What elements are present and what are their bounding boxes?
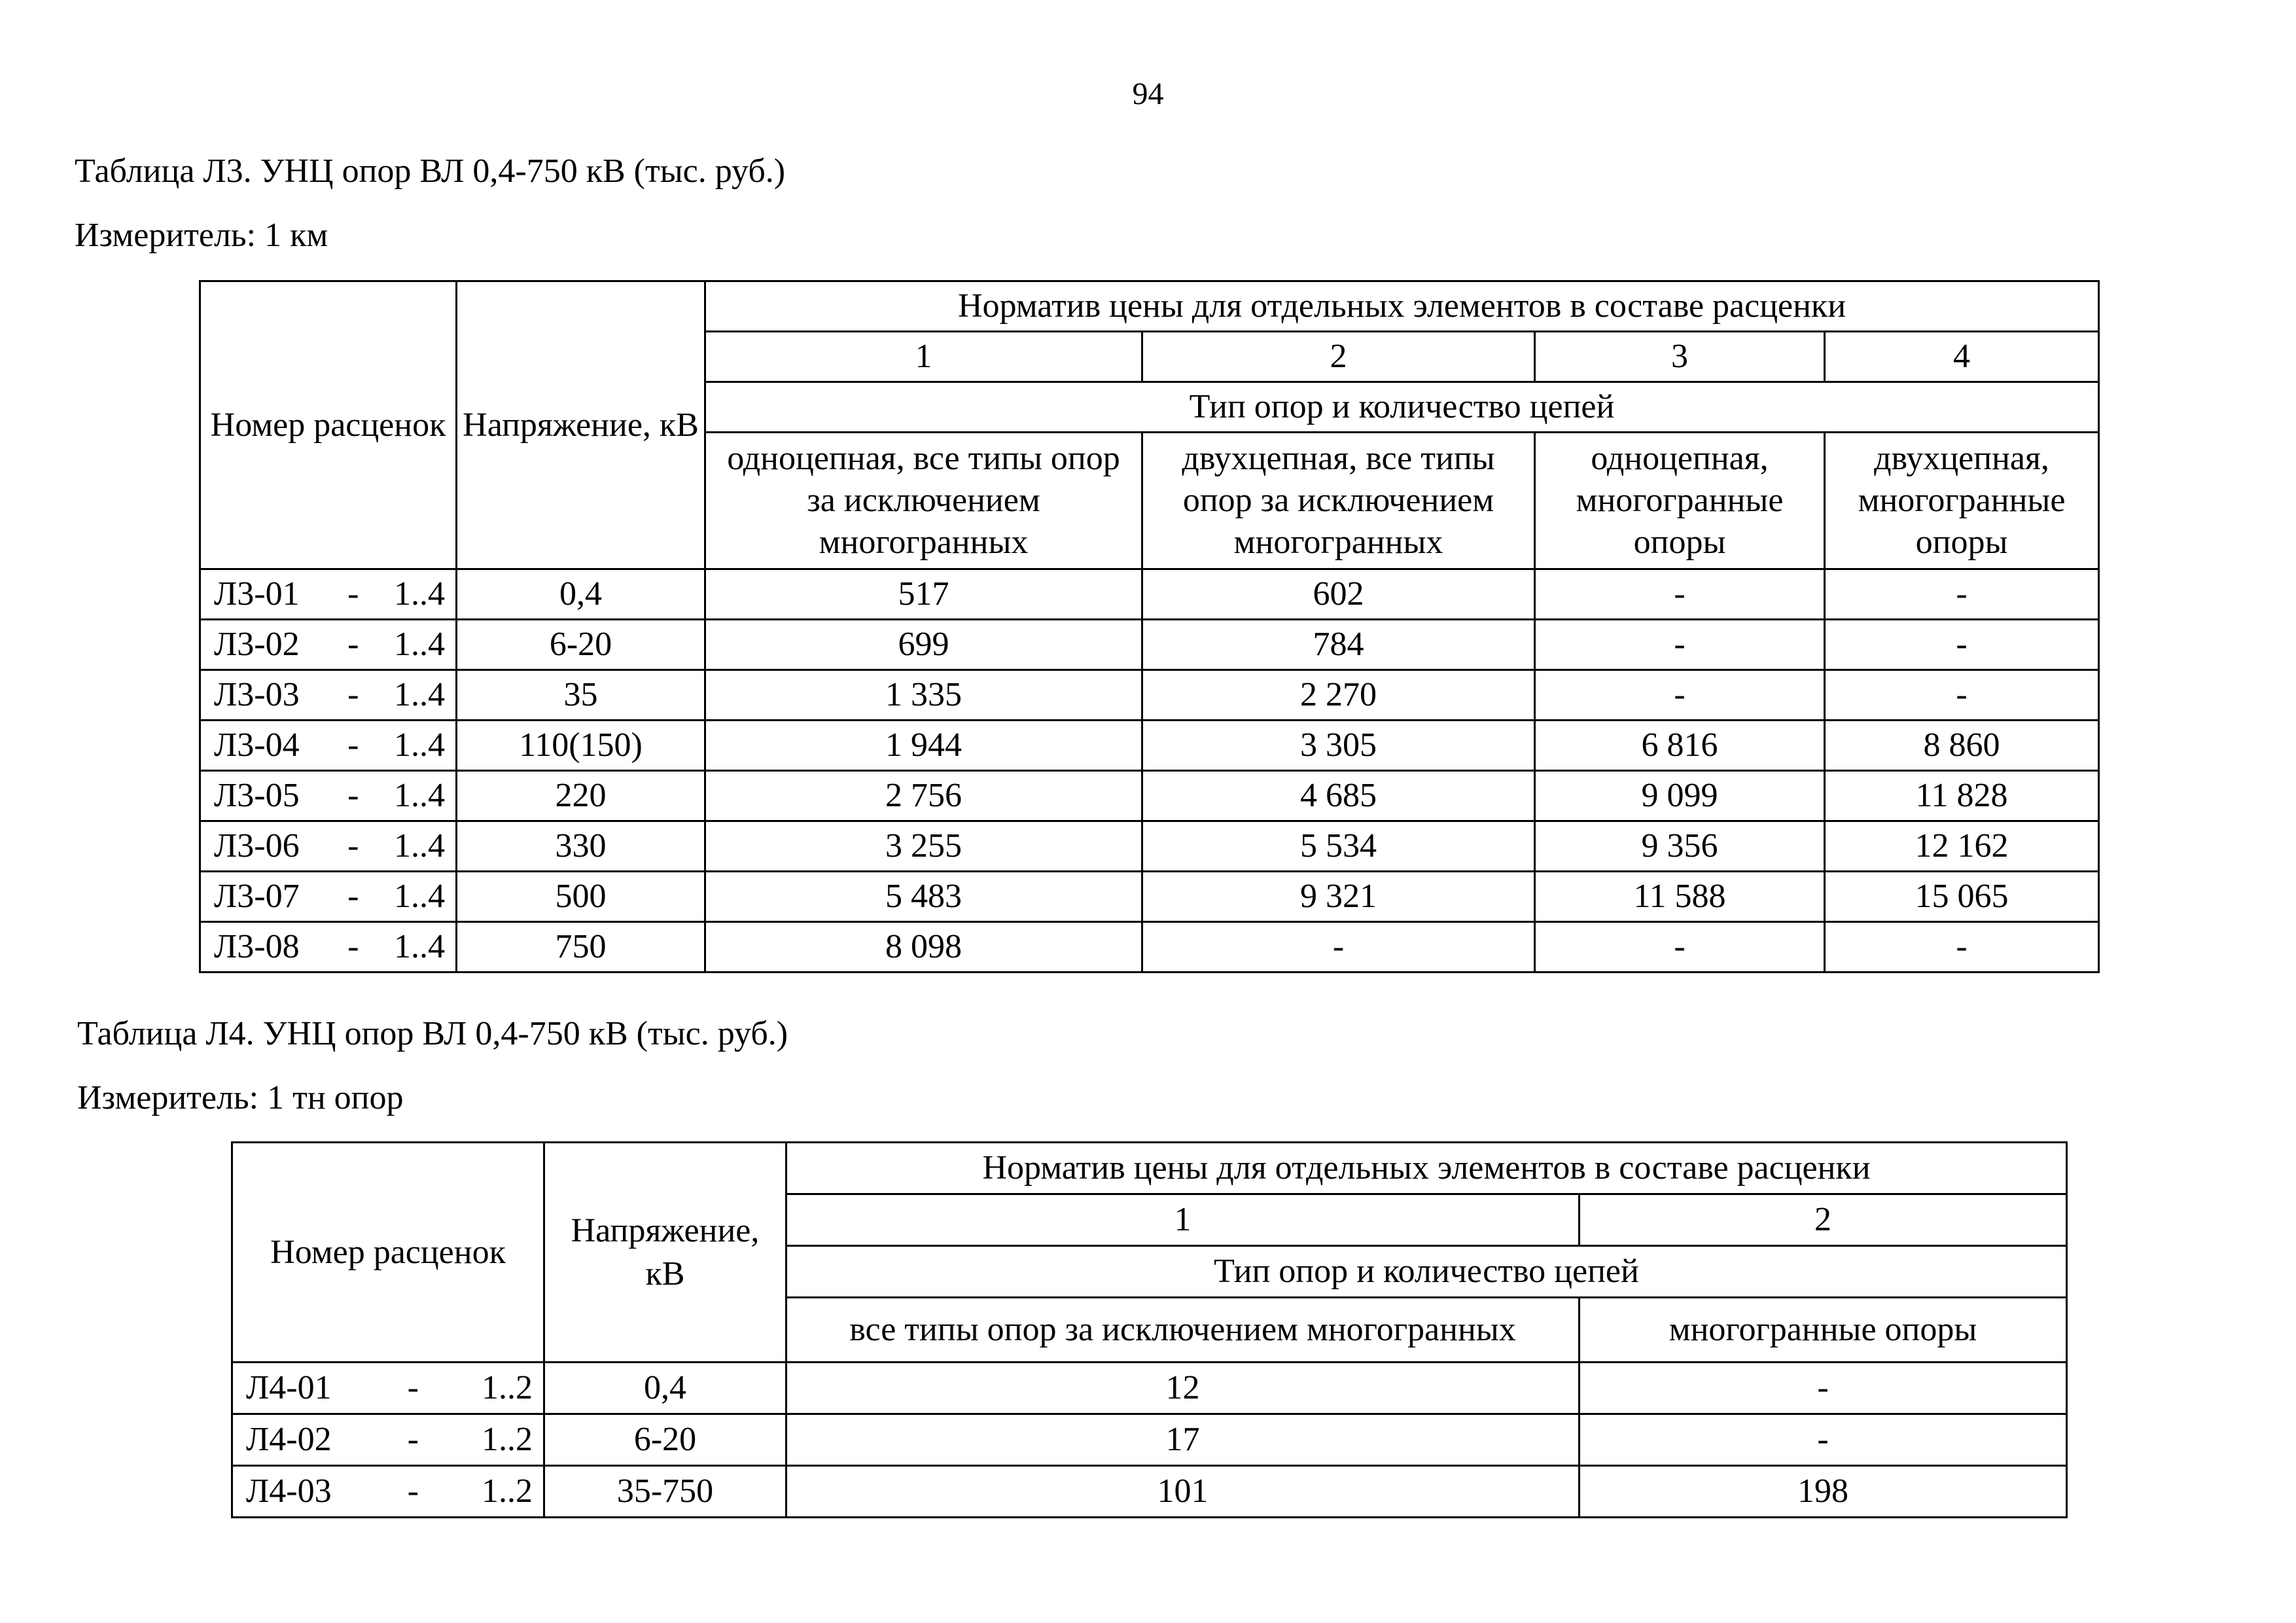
row-code-cell — [232, 1414, 544, 1466]
row-code-cell — [200, 771, 457, 821]
row-value: 6 816 — [1535, 721, 1825, 771]
table-row — [232, 1466, 2067, 1518]
row-code-cell — [200, 922, 457, 972]
row-range: 1..4 — [393, 928, 445, 965]
row-value: 699 — [705, 620, 1142, 670]
row-value: 9 099 — [1535, 771, 1825, 821]
row-range: 1..4 — [393, 575, 445, 613]
row-value: - — [1535, 620, 1825, 670]
row-voltage: 330 — [457, 821, 705, 872]
row-dash: - — [347, 726, 359, 764]
table-row — [200, 620, 2099, 670]
header-norm: Норматив цены для отдельных элементов в составе расценки — [705, 281, 2099, 332]
table-row — [200, 872, 2099, 922]
row-code-cell — [200, 821, 457, 872]
row-value: 5 483 — [705, 872, 1142, 922]
row-dash: - — [347, 878, 359, 915]
row-value: - — [1142, 922, 1535, 972]
row-value: 11 588 — [1535, 872, 1825, 922]
row-value: 17 — [786, 1414, 1580, 1466]
row-voltage: 220 — [457, 771, 705, 821]
row-code-cell — [200, 872, 457, 922]
table-l4-unit: Измеритель: 1 тн опор — [77, 1079, 404, 1116]
row-value: 3 255 — [705, 821, 1142, 872]
row-range: 1..4 — [393, 827, 445, 865]
row-range: 1..2 — [481, 1472, 533, 1510]
row-voltage: 6-20 — [457, 620, 705, 670]
row-value: 11 828 — [1825, 771, 2099, 821]
row-voltage: 0,4 — [457, 569, 705, 620]
row-value: 2 270 — [1142, 670, 1535, 721]
col-number: 4 — [1825, 332, 2099, 382]
row-dash: - — [347, 777, 359, 814]
col-description: одноцепная, все типы опор за исключением многогранных — [705, 433, 1142, 569]
row-dash: - — [407, 1421, 419, 1458]
row-code: Л4-03 — [246, 1472, 332, 1510]
row-code: Л3-05 — [214, 777, 300, 814]
row-code: Л4-01 — [246, 1369, 332, 1406]
row-code-cell — [200, 620, 457, 670]
row-code: Л3-02 — [214, 626, 300, 663]
header-norm: Норматив цены для отдельных элементов в составе расценки — [786, 1143, 2067, 1194]
row-value: 602 — [1142, 569, 1535, 620]
row-code-cell — [200, 569, 457, 620]
table-row — [232, 1414, 2067, 1466]
row-code: Л3-06 — [214, 827, 300, 865]
row-value: - — [1825, 620, 2099, 670]
col-number: 2 — [1580, 1194, 2067, 1246]
row-range: 1..2 — [481, 1369, 533, 1406]
row-value: 784 — [1142, 620, 1535, 670]
row-range: 1..4 — [393, 676, 445, 713]
col-number: 2 — [1142, 332, 1535, 382]
table-row — [200, 821, 2099, 872]
table-l4-title: Таблица Л4. УНЦ опор ВЛ 0,4-750 кВ (тыс. руб.) — [77, 1015, 788, 1052]
row-voltage: 35 — [457, 670, 705, 721]
header-voltage: Напряжение, кВ — [544, 1143, 786, 1363]
row-code-cell — [232, 1466, 544, 1518]
row-dash: - — [347, 626, 359, 663]
row-value: - — [1580, 1414, 2067, 1466]
row-value: 4 685 — [1142, 771, 1535, 821]
row-code-cell — [200, 721, 457, 771]
row-value: 15 065 — [1825, 872, 2099, 922]
row-value: 1 944 — [705, 721, 1142, 771]
row-value: 198 — [1580, 1466, 2067, 1518]
row-range: 1..4 — [393, 726, 445, 764]
row-value: 12 162 — [1825, 821, 2099, 872]
table-l3-title: Таблица Л3. УНЦ опор ВЛ 0,4-750 кВ (тыс. руб.) — [75, 152, 786, 190]
row-code-cell — [200, 670, 457, 721]
row-value: 5 534 — [1142, 821, 1535, 872]
row-range: 1..4 — [393, 777, 445, 814]
row-dash: - — [347, 575, 359, 613]
row-code: Л3-03 — [214, 676, 300, 713]
row-value: - — [1535, 569, 1825, 620]
table-row — [200, 569, 2099, 620]
row-range: 1..4 — [393, 626, 445, 663]
row-value: 12 — [786, 1363, 1580, 1414]
col-description: все типы опор за исключением многогранных — [786, 1298, 1580, 1363]
row-value: - — [1825, 670, 2099, 721]
col-description: двухцепная, многогранные опоры — [1825, 433, 2099, 569]
col-description: многогранные опоры — [1580, 1298, 2067, 1363]
row-value: - — [1535, 670, 1825, 721]
row-code-cell — [232, 1363, 544, 1414]
table-row — [232, 1363, 2067, 1414]
table-row — [200, 922, 2099, 972]
row-voltage: 6-20 — [544, 1414, 786, 1466]
row-value: 101 — [786, 1466, 1580, 1518]
header-voltage: Напряжение, кВ — [457, 281, 705, 569]
row-code: Л4-02 — [246, 1421, 332, 1458]
row-value: - — [1825, 922, 2099, 972]
table-row — [200, 670, 2099, 721]
header-type: Тип опор и количество цепей — [705, 382, 2099, 433]
row-code: Л3-08 — [214, 928, 300, 965]
row-voltage: 0,4 — [544, 1363, 786, 1414]
row-voltage: 35-750 — [544, 1466, 786, 1518]
col-description: одноцепная, многогранные опоры — [1535, 433, 1825, 569]
table-row — [200, 771, 2099, 821]
row-range: 1..2 — [481, 1421, 533, 1458]
table-l3-unit: Измеритель: 1 км — [75, 217, 328, 254]
col-description: двухцепная, все типы опор за исключением многогранных — [1142, 433, 1535, 569]
row-voltage: 110(150) — [457, 721, 705, 771]
row-value: 8 860 — [1825, 721, 2099, 771]
row-dash: - — [407, 1369, 419, 1406]
row-voltage: 500 — [457, 872, 705, 922]
page-number: 94 — [1132, 77, 1164, 111]
row-code: Л3-07 — [214, 878, 300, 915]
col-number: 1 — [786, 1194, 1580, 1246]
row-value: - — [1825, 569, 2099, 620]
table-l4 — [231, 1141, 2068, 1518]
row-voltage: 750 — [457, 922, 705, 972]
row-dash: - — [347, 827, 359, 865]
row-value: 9 321 — [1142, 872, 1535, 922]
row-value: 8 098 — [705, 922, 1142, 972]
row-value: 9 356 — [1535, 821, 1825, 872]
row-dash: - — [407, 1472, 419, 1510]
row-code: Л3-01 — [214, 575, 300, 613]
row-range: 1..4 — [393, 878, 445, 915]
row-value: 1 335 — [705, 670, 1142, 721]
row-value: 517 — [705, 569, 1142, 620]
row-code: Л3-04 — [214, 726, 300, 764]
table-l3 — [199, 280, 2100, 973]
row-value: 2 756 — [705, 771, 1142, 821]
row-dash: - — [347, 928, 359, 965]
header-code: Номер расценок — [200, 281, 457, 569]
row-value: 3 305 — [1142, 721, 1535, 771]
row-value: - — [1535, 922, 1825, 972]
row-value: - — [1580, 1363, 2067, 1414]
header-type: Тип опор и количество цепей — [786, 1246, 2067, 1298]
table-row — [200, 721, 2099, 771]
col-number: 3 — [1535, 332, 1825, 382]
header-code: Номер расценок — [232, 1143, 544, 1363]
col-number: 1 — [705, 332, 1142, 382]
row-dash: - — [347, 676, 359, 713]
